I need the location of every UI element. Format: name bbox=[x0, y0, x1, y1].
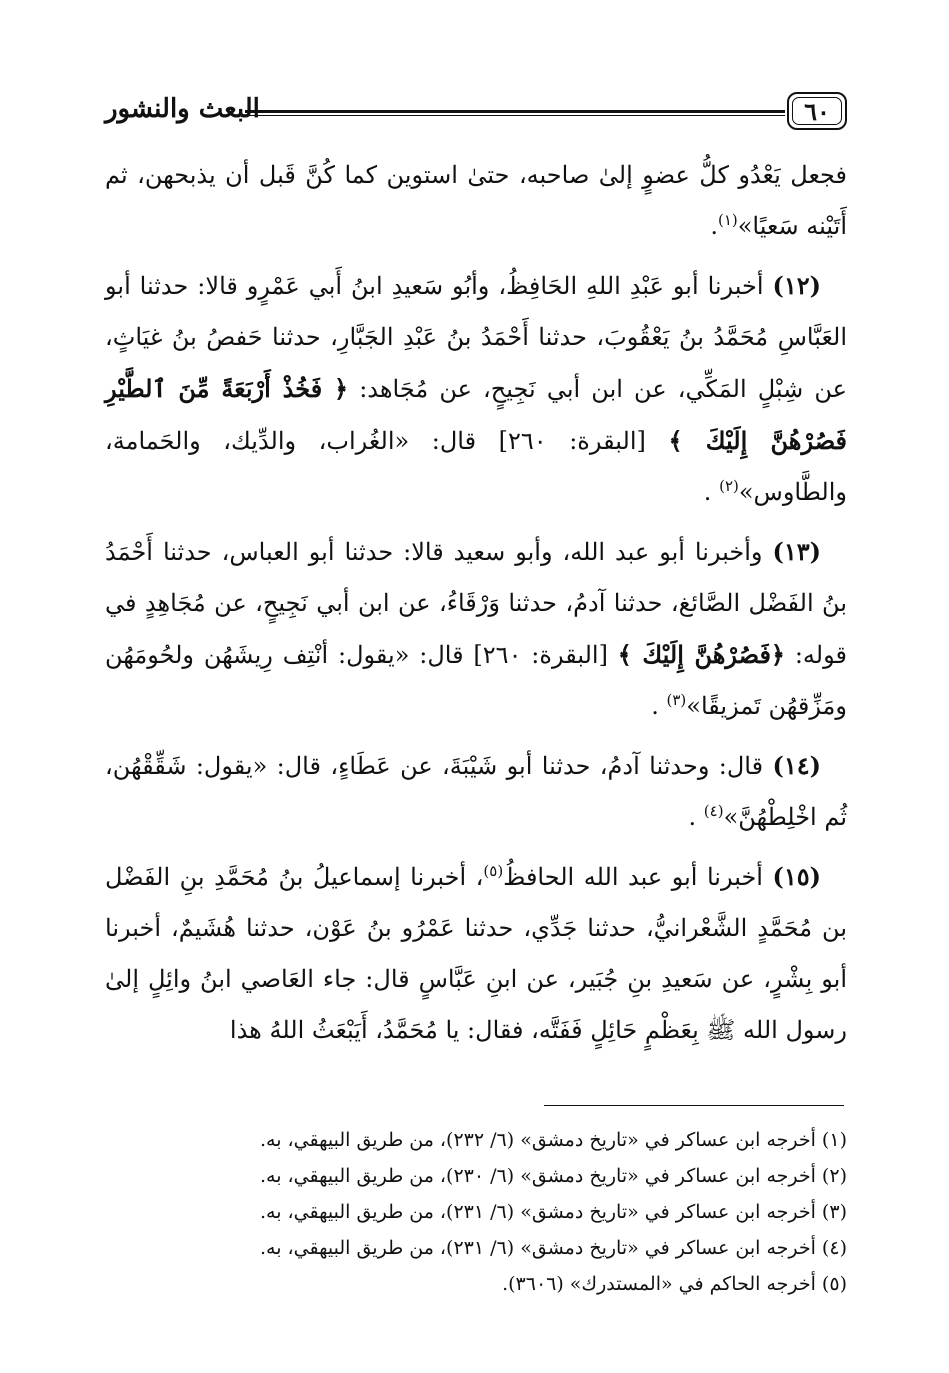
paragraph-14 bbox=[105, 740, 847, 843]
paragraph-text: قال: وحدثنا آدمُ، حدثنا أبو شَيْبَةَ، عن عَطَاءٍ، قال: «يقول: شَقِّقْهُن، ثُم اخْلِطْهُنَّ» bbox=[105, 752, 847, 831]
paragraph-12 bbox=[105, 260, 847, 518]
footnote-1: (١) أخرجه ابن عساكر في «تاريخ دمشق» (٦/ ٢٣٢)، من طريق البيهقي، به. bbox=[259, 1129, 847, 1151]
paragraph-text: وأخبرنا أبو عبد الله، وأبو سعيد قالا: حدثنا أبو العباس، حدثنا أَحْمَدُ بنُ الفَضْل الصَّائغ، حدثنا آدمُ، حدثنا وَرْقَاءُ، عن ابن أبي نَجِيحٍ، عن مُجَاهِدٍ في قوله: bbox=[105, 538, 847, 669]
footnote-divider bbox=[544, 1105, 844, 1106]
footnote-ref: (٤) bbox=[703, 802, 724, 820]
paragraph-text: فجعل يَعْدُو كلُّ عضوٍ إلىٰ صاحبه، حتىٰ استوين كما كُنَّ قَبل أن يذبحهن، ثم أَتَيْنه سَعيًا» bbox=[105, 161, 847, 240]
paragraph-text: [البقرة: ٢٦٠] قال: «الغُراب، والدِّيك، والحَمامة، والطَّاوس» bbox=[105, 427, 847, 506]
footnote-3: (٣) أخرجه ابن عساكر في «تاريخ دمشق» (٦/ ٢٣١)، من طريق البيهقي، به. bbox=[259, 1201, 847, 1223]
paragraph-text: ، أخبرنا إسماعيلُ بنُ مُحَمَّدِ بنِ الفَضْل بن مُحَمَّدٍ الشَّعْرانيُّ، حدثنا جَدِّي، حدثنا عَمْرُو بنُ عَوْن، حدثنا هُشَيمٌ، أخبرنا أبو بِشْرٍ، عن سَعيدِ بنِ جُبَير، عن ابنِ عَبَّاسٍ قال: جاء العَاصي ابنُ وائِلٍ إلىٰ رسول الله ﷺ بِعَظْمٍ حَائِلٍ فَفَتَّه، فقال: يا مُحَمَّدُ، أَيَبْعَثُ اللهُ هذا bbox=[105, 863, 848, 1044]
paragraph-text: [البقرة: ٢٦٠] قال: «يقول: أنْتِف رِيشَهُن ولحُومَهُن ومَزِّقهُن تَمزيقًا» bbox=[105, 641, 847, 720]
header-rule bbox=[245, 110, 785, 116]
main-text bbox=[105, 150, 847, 1064]
footnote-ref: (٢) bbox=[719, 477, 739, 495]
page-header bbox=[105, 92, 847, 132]
footnote-ref: (٣) bbox=[666, 691, 687, 709]
paragraph-15 bbox=[105, 851, 847, 1056]
hadith-number: (١٢) bbox=[772, 271, 822, 300]
paragraph-end: . bbox=[688, 803, 697, 831]
paragraph-text: أخبرنا أبو عَبْدِ اللهِ الحَافِظُ، وأبُو سَعيدِ ابنُ أَبي عَمْرٍو قالا: حدثنا أبو العَبَّاسِ مُحَمَّدُ بنُ يَعْقُوبَ، حدثنا أَحْمَدُ بنُ عَبْدِ الجَبَّارِ، حدثنا حَفصُ بنُ غيَاثٍ، عن شِبْلٍ المَكِّي، عن ابن أبي نَجِيحٍ، عن مُجَاهد: bbox=[105, 272, 847, 403]
footnote-5: (٥) أخرجه الحاكم في «المستدرك» (٣٦٠٦). bbox=[502, 1273, 847, 1295]
hadith-number: (١٥) bbox=[772, 862, 822, 891]
paragraph-continuation bbox=[105, 150, 847, 252]
quran-verse: ﴿ فَخُذْ أَرْبَعَةً مِّنَ ٱلطَّيْرِ فَصُرْهُنَّ إِلَيْكَ ﴾ bbox=[105, 374, 847, 455]
footnote-ref: (١) bbox=[717, 211, 738, 229]
footnotes bbox=[105, 1122, 847, 1302]
page-number: ٦٠ bbox=[787, 92, 847, 130]
quran-verse: ﴿فَصُرْهُنَّ إِلَيْكَ ﴾ bbox=[617, 640, 785, 669]
paragraph-end: . bbox=[710, 212, 718, 240]
paragraph-end: . bbox=[703, 478, 712, 506]
paragraph-13 bbox=[105, 526, 847, 732]
hadith-number: (١٣) bbox=[772, 537, 821, 566]
footnote-4: (٤) أخرجه ابن عساكر في «تاريخ دمشق» (٦/ ٢٣١)، من طريق البيهقي، به. bbox=[259, 1237, 847, 1259]
paragraph-text: أخبرنا أبو عبد الله الحافظُ bbox=[503, 863, 763, 891]
hadith-number: (١٤) bbox=[772, 751, 821, 780]
paragraph-end: . bbox=[651, 692, 659, 720]
footnote-ref: (٥) bbox=[483, 862, 504, 880]
footnote-2: (٢) أخرجه ابن عساكر في «تاريخ دمشق» (٦/ ٢٣٠)، من طريق البيهقي، به. bbox=[259, 1165, 847, 1187]
book-title: البعث والنشور bbox=[105, 94, 260, 124]
